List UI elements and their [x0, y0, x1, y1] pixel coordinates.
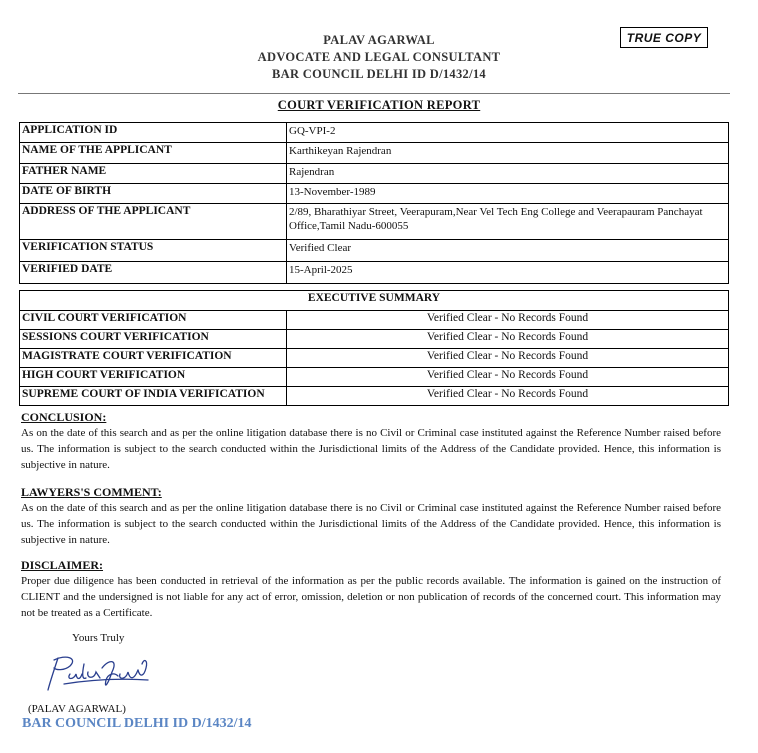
report-title: COURT VERIFICATION REPORT [277, 98, 481, 112]
detail-label: FATHER NAME [20, 164, 287, 184]
table-row [20, 123, 729, 143]
true-copy-stamp: TRUE COPY [620, 27, 708, 48]
lawyers-comment-heading: LAWYERS'S COMMENT: [21, 485, 162, 499]
table-row [20, 349, 729, 368]
summary-label: SUPREME COURT OF INDIA VERIFICATION [20, 387, 287, 406]
lawyers-comment-section [21, 485, 721, 548]
summary-value: Verified Clear - No Records Found [287, 368, 729, 387]
advocate-designation: ADVOCATE AND LEGAL CONSULTANT [257, 50, 501, 64]
table-row [20, 204, 729, 240]
disclaimer-heading: DISCLAIMER: [21, 558, 104, 572]
detail-value: GQ-VPI-2 [287, 123, 729, 143]
conclusion-heading: CONCLUSION: [21, 410, 107, 424]
table-row [20, 387, 729, 406]
lawyers-comment-text: As on the date of this search and as per the online litigation database there is no Civil or Criminal case instituted against the Reference Number raised before us. The information is subject to the search conducted within the Jurisdictional limits of the Address of the Candidate provided. Hence, this information is subjective in nature. [21, 502, 721, 546]
disclaimer-text: Proper due diligence has been conducted in retrieval of the information as per the public records available. The information is gained on the instruction of CLIENT and the undersigned is not liable for any act of error, omission, deletion or non publication of records of the concerned court. This information may not be treated as a Certificate. [21, 575, 721, 619]
signature-image [44, 650, 154, 696]
detail-label: VERIFICATION STATUS [20, 240, 287, 262]
detail-value: 13-November-1989 [287, 184, 729, 204]
detail-label: DATE OF BIRTH [20, 184, 287, 204]
detail-label: NAME OF THE APPLICANT [20, 143, 287, 164]
detail-label: APPLICATION ID [20, 123, 287, 143]
table-row [20, 143, 729, 164]
summary-value: Verified Clear - No Records Found [287, 330, 729, 349]
summary-label: MAGISTRATE COURT VERIFICATION [20, 349, 287, 368]
bar-council-id: BAR COUNCIL DELHI ID D/1432/14 [272, 67, 486, 81]
detail-value: Verified Clear [287, 240, 729, 262]
summary-label: SESSIONS COURT VERIFICATION [20, 330, 287, 349]
summary-title: EXECUTIVE SUMMARY [20, 291, 729, 311]
signatory-name: (PALAV AGARWAL) [28, 703, 126, 715]
table-row [20, 164, 729, 184]
footer-bar-council-id: BAR COUNCIL DELHI ID D/1432/14 [22, 716, 252, 731]
detail-value: Rajendran [287, 164, 729, 184]
table-row [20, 330, 729, 349]
table-row [20, 240, 729, 262]
conclusion-section [21, 410, 721, 473]
summary-value: Verified Clear - No Records Found [287, 349, 729, 368]
summary-label: CIVIL COURT VERIFICATION [20, 311, 287, 330]
table-row [20, 311, 729, 330]
table-row [20, 291, 729, 311]
detail-label: VERIFIED DATE [20, 262, 287, 284]
detail-value: 2/89, Bharathiyar Street, Veerapuram,Near Vel Tech Eng College and Veerapauram Panchayat Office,Tamil Nadu-600055 [287, 204, 729, 240]
summary-label: HIGH COURT VERIFICATION [20, 368, 287, 387]
summary-value: Verified Clear - No Records Found [287, 387, 729, 406]
table-row [20, 368, 729, 387]
disclaimer-section [21, 558, 721, 621]
advocate-name: PALAV AGARWAL [323, 33, 435, 47]
header-divider [18, 93, 730, 94]
detail-value: Karthikeyan Rajendran [287, 143, 729, 164]
detail-label: ADDRESS OF THE APPLICANT [20, 204, 287, 240]
detail-value: 15-April-2025 [287, 262, 729, 284]
applicant-details-table [19, 122, 729, 284]
summary-value: Verified Clear - No Records Found [287, 311, 729, 330]
table-row [20, 184, 729, 204]
executive-summary-table [19, 290, 729, 406]
conclusion-text: As on the date of this search and as per the online litigation database there is no Civil or Criminal case instituted against the Reference Number raised before us. The information is subject to the search conducted within the Jurisdictional limits of the Address of the Candidate provided. Hence, this information is subjective in nature. [21, 427, 721, 471]
closing-line: Yours Truly [72, 632, 125, 644]
table-row [20, 262, 729, 284]
